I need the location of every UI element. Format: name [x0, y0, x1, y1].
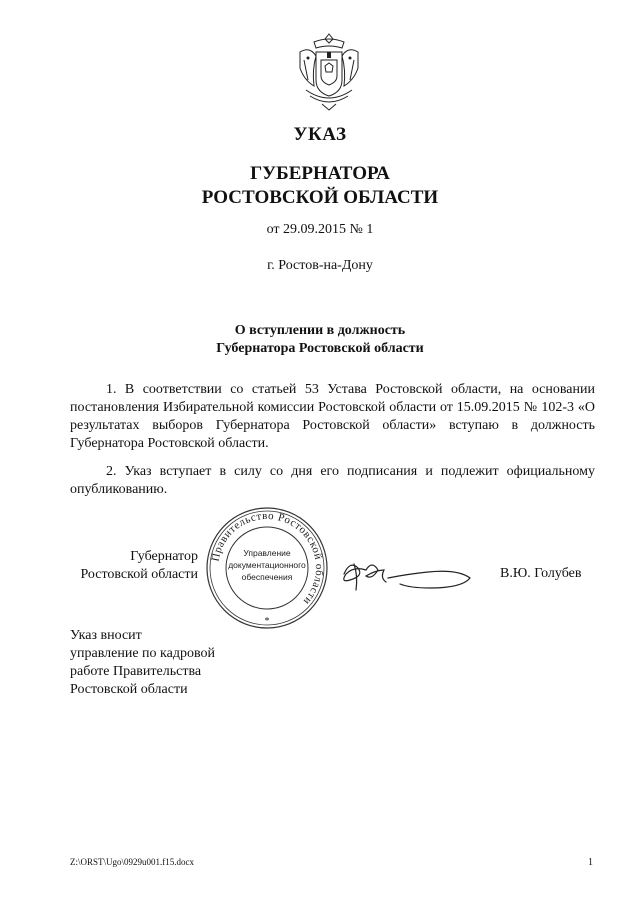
document-city: г. Ростов-на-Дону	[267, 258, 373, 273]
seal-inner-line-2: документационного	[228, 560, 306, 570]
signatory-position	[68, 548, 198, 584]
coat-of-arms-icon	[294, 30, 364, 114]
note-line-3: работе Правительства	[70, 664, 202, 679]
position-line-1: Губернатор	[130, 549, 198, 564]
paragraph-1	[70, 381, 595, 453]
seal-star: *	[264, 616, 270, 627]
note-line-2: управление по кадровой	[70, 646, 215, 661]
issuer-heading	[0, 162, 640, 210]
footer-file-path: Z:\ORST\Ugo\0929u001.f15.docx	[70, 857, 194, 867]
paragraph-1-text: 1. В соответствии со статьей 53 Устава Ростовской области, на основании постановления Избирательной комиссии Ростовской области от 15.09.2015 № 102-3 «О результатах выборов Губернатора Ростовской области» вступаю в должность Губернатора Ростовской области.	[70, 382, 595, 451]
issuer-line-2: РОСТОВСКОЙ ОБЛАСТИ	[201, 187, 439, 208]
handwritten-signature-icon	[338, 550, 478, 596]
submission-note	[70, 627, 215, 699]
seal-inner-line-1: Управление	[243, 548, 291, 558]
note-line-4: Ростовской области	[70, 682, 188, 697]
document-title: УКАЗ	[293, 124, 347, 145]
document-date: от 29.09.2015 № 1	[266, 222, 374, 237]
position-line-2: Ростовской области	[80, 567, 198, 582]
subject-line-1: О вступлении в должность	[234, 323, 406, 338]
signatory-name: В.Ю. Голубев	[500, 566, 582, 581]
subject-line-2: Губернатора Ростовской области	[216, 341, 424, 356]
issuer-line-1: ГУБЕРНАТОРА	[250, 163, 390, 184]
seal-inner-line-3: обеспечения	[241, 572, 293, 582]
document-subject	[0, 322, 640, 358]
paragraph-2-text: 2. Указ вступает в силу со дня его подписания и подлежит официальному опубликованию.	[70, 464, 595, 497]
seal-ring-text: Правительство Ростовской области	[209, 509, 326, 608]
page-number: 1	[588, 857, 593, 868]
paragraph-2	[70, 463, 595, 499]
official-seal-icon	[203, 506, 331, 630]
note-line-1: Указ вносит	[70, 628, 142, 643]
